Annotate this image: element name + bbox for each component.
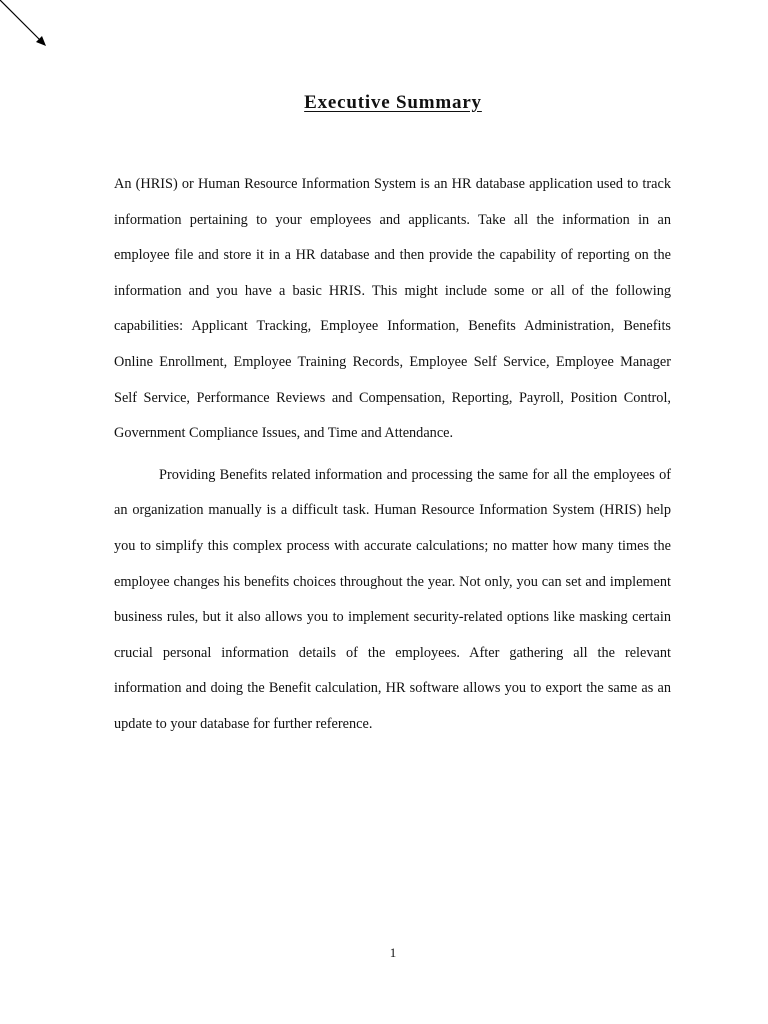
paragraph-2: Providing Benefits related information and processing the same for all the employees of an organization manually is a difficult task. Human Resource Information System (HRIS) help you to simplify this complex process with accurate calculations; no matter how many times the employee changes his benefits choices throughout the year. Not only, you can set and implement business rules, but it also allows you to implement security-related options like masking certain crucial personal information details of the employees. After gathering all the relevant information and doing the Benefit calculation, HR software allows you to export the same as an update to your database for further reference. [114, 466, 671, 732]
document-body [114, 167, 671, 743]
page-title: Executive Summary [304, 92, 482, 113]
paragraph-1: An (HRIS) or Human Resource Information System is an HR database application used to track information pertaining to your employees and applicants. Take all the information in an employee file and store it in a HR database and then provide the capability of reporting on the information and you have a basic HRIS. This might include some or all of the following capabilities: Applicant Tracking, Employee Information, Benefits Administration, Benefits Online Enrollment, Employee Training Records, Employee Self Service, Employee Manager Self Service, Performance Reviews and Compensation, Reporting, Payroll, Position Control, Government Compliance Issues, and Time and Attendance. [114, 176, 671, 442]
arrow-down-right-icon [0, 0, 50, 50]
page-number: 1 [389, 945, 397, 960]
